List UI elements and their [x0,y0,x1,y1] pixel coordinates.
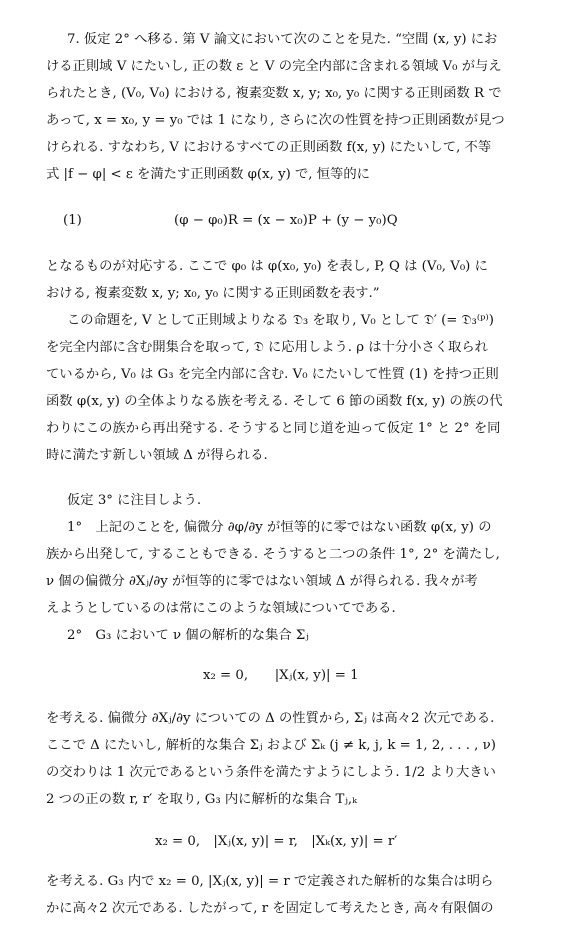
text-line: ける正則域 V にたいし, 正の数 ε と V の完全内部に含まれる領域 V₀ が与え [46,59,502,74]
text-line: この命題を, V として正則域よりなる 𝔇₃ を取り, V₀ として 𝔇′ (= 𝔇₃⁽ᵖ⁾) [67,313,494,328]
text-line: ているから, V₀ は G₃ を完全内部に含む. V₀ にたいして性質 (1) を持つ正則 [46,367,499,382]
text-line: あって, x = x₀, y = y₀ では 1 になり, さらに次の性質を持つ正則函数が見つ [46,113,505,128]
text-line: られたとき, (V₀, V₀) における, 複素変数 x, y; x₀, y₀ に関する正則函数 R で [46,86,502,101]
text-line: を完全内部に含む開集合を取って, 𝔇 に応用しよう. ρ は十分小さく取られ [46,340,488,355]
text-line: わりにこの族から再出発する. そうすると同じ道を辿って仮定 1° と 2° を同 [46,421,501,436]
text-line: かに高々2 次元である. したがって, r を固定して考えたとき, 高々有限個の [46,901,494,916]
text-line: 1° 上記のことを, 偏微分 ∂φ/∂y が恒等的に零ではない函数 φ(x, y) の [67,520,492,535]
text-line: 式 |f − φ| < ε を満たす正則函数 φ(x, y) で, 恒等的に [46,167,370,182]
text-line: けられる. すなわち, V におけるすべての正則函数 f(x, y) にたいして, 不等 [46,140,492,155]
text-line: 2° G₃ において ν 個の解析的な集合 Σⱼ [67,628,309,643]
equation-body: x₂ = 0, |Xⱼ(x, y)| = 1 [203,668,359,683]
text-line: 2 つの正の数 r, r′ を取り, G₃ 内に解析的な集合 Tⱼ,ₖ [46,792,357,807]
text-line: おける, 複素変数 x, y; x₀, y₀ に関する正則函数を表す.” [46,286,380,301]
text-line: 族から出発して, することもできる. そうすると二つの条件 1°, 2° を満たし, [46,547,500,562]
text-line: ν 個の偏微分 ∂Xⱼ/∂y が恒等的に零ではない領域 Δ が得られる. 我々が考 [46,574,478,589]
text-line: 函数 φ(x, y) の全体よりなる族を考える. そして 6 節の函数 f(x, y) の族の代 [46,394,503,409]
text-line: となるものが対応する. ここで φ₀ は φ(x₀, y₀) を表し, P, Q は (V₀, V₀) に [46,259,488,274]
text-line: ここで Δ にたいし, 解析的な集合 Σⱼ および Σₖ (j ≠ k, j, k = 1, 2, . . . , ν) [46,738,496,753]
text-line: 時に満たす新しい領域 Δ が得られる. [46,448,268,463]
text-line: の交わりは 1 次元であるという条件を満たすようにしよう. 1/2 より大きい [46,765,496,780]
equation-number: (1) [63,213,82,228]
text-line: を考える. G₃ 内で x₂ = 0, |Xⱼ(x, y)| = r で定義された解析的な集合は明ら [46,874,494,889]
text-line: えようとしているのは常にこのような領域についてである. [46,601,396,616]
text-line: を考える. 偏微分 ∂Xⱼ/∂y についての Δ の性質から, Σⱼ は高々2 次元である. [46,711,495,726]
equation-body: (φ − φ₀)R = (x − x₀)P + (y − y₀)Q [174,213,398,228]
text-line: 7. 仮定 2° へ移る. 第 V 論文において次のことを見た. “空間 (x, y) にお [67,32,498,47]
equation-body: x₂ = 0, |Xⱼ(x, y)| = r, |Xₖ(x, y)| = r′ [155,834,398,849]
text-line: 仮定 3° に注目しよう. [67,493,202,508]
